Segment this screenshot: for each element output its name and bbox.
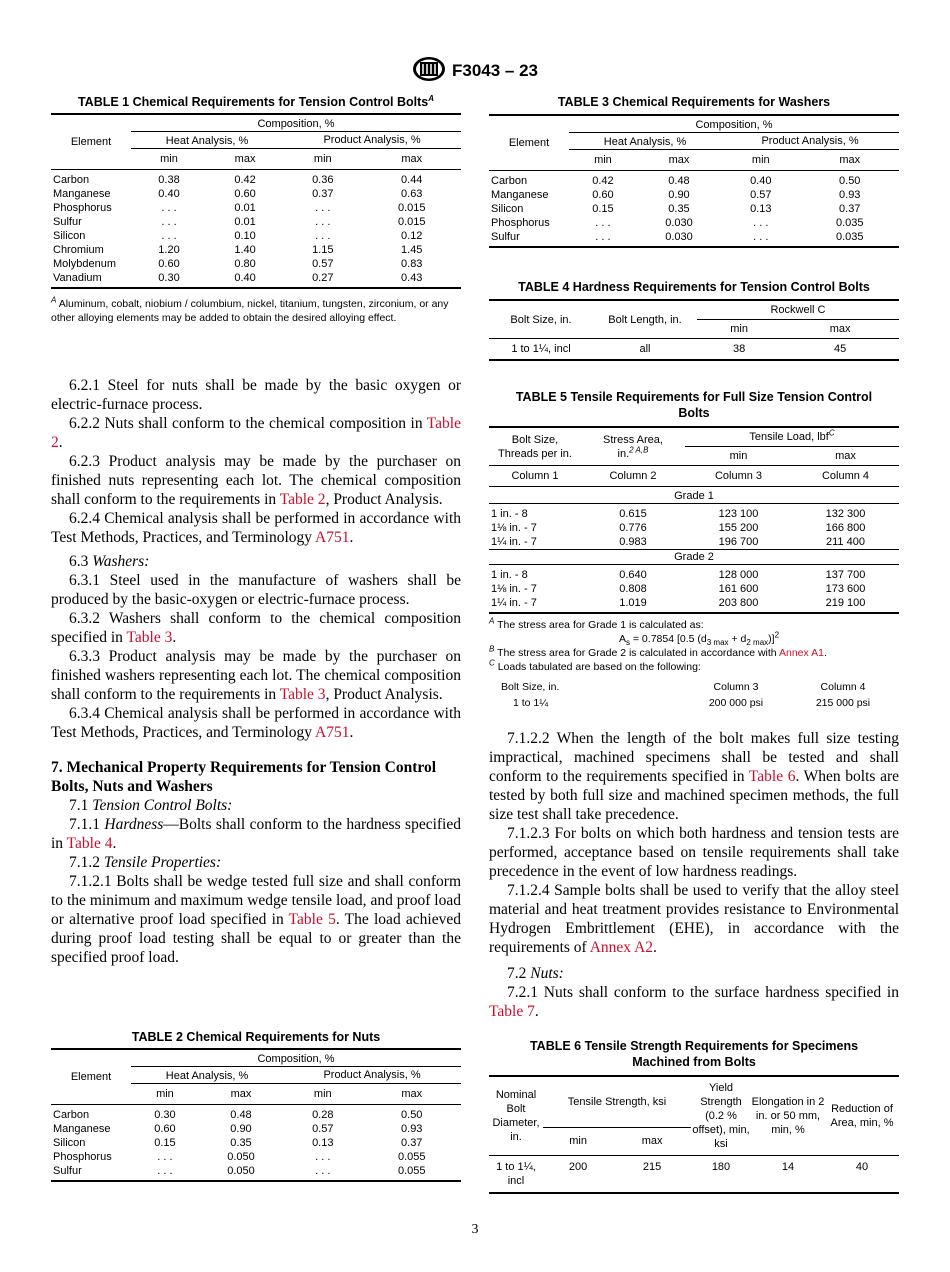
table5-notes [489, 618, 899, 711]
link-table-6[interactable]: Table 6 [748, 768, 796, 785]
table2-max-2: max [401, 1088, 423, 1100]
table-row [51, 1122, 461, 1136]
table-cell: Manganese [53, 1123, 111, 1135]
table-cell: 0.13 [750, 203, 772, 215]
link-table-3[interactable]: Table 3 [279, 686, 326, 703]
load-basis-col3-header: Column 3 [713, 681, 759, 693]
table-cell: 173 600 [825, 583, 866, 595]
table-cell: 0.93 [839, 189, 861, 201]
table5-column-label: Column 3 [714, 470, 763, 482]
link-table-3[interactable]: Table 3 [126, 629, 173, 646]
table6-cell: 14 [781, 1161, 795, 1173]
table5-note-c: $^C$ Loads tabulated are based on the following: [489, 658, 701, 673]
table-row [489, 230, 899, 247]
table-row [51, 215, 461, 229]
load-basis-col4-header: Column 4 [820, 681, 866, 693]
table5-note-b: $^B$ The stress area for Grade 2 is calculated in accordance with Annex A1. [489, 644, 827, 659]
table5-grade1-label: Grade 1 [674, 490, 714, 502]
table-cell: Sulfur [53, 216, 82, 228]
table-row [51, 229, 461, 243]
table1-heat-header: Heat Analysis, % [131, 132, 283, 149]
table-cell: 0.15 [154, 1137, 176, 1149]
table-row [51, 1105, 461, 1123]
table-cell: 161 600 [718, 583, 759, 595]
table-cell: 0.13 [312, 1137, 334, 1149]
link-annex-a2[interactable]: Annex A2 [589, 939, 654, 956]
table-row [489, 202, 899, 216]
table5-min: min [729, 450, 748, 462]
para-6-3-3: 6.3.3 Product analysis may be made by the purchaser on finished washers representing each lot. The chemical composition shall conform to the requirements in Table 3, Product Analysis. [51, 648, 461, 703]
table6-tensile-header: Tensile Strength, ksi [567, 1095, 667, 1108]
table-cell: 0.10 [234, 230, 256, 242]
table4-min: min [730, 323, 748, 335]
table-cell: 0.27 [312, 272, 334, 284]
para-7-1-2: 7.1.2 Tensile Properties: [69, 854, 222, 871]
para-7-2-1: 7.2.1 Nuts shall conform to the surface hardness specified in Table 7. [489, 984, 899, 1020]
table-cell: 0.63 [401, 188, 423, 200]
table-cell: 0.37 [401, 1137, 423, 1149]
table-row [51, 257, 461, 271]
table-cell: 0.035 [835, 231, 864, 243]
table-cell: 0.30 [158, 272, 180, 284]
table-cell: Carbon [53, 1109, 90, 1121]
table-cell: 0.37 [839, 203, 861, 215]
table-cell: 128 000 [718, 569, 759, 581]
table-cell: 0.055 [397, 1165, 426, 1177]
table-cell: 0.44 [401, 174, 423, 186]
table-cell: Manganese [491, 189, 549, 201]
table-cell: 132 300 [825, 508, 866, 520]
table6-cell: 200 [568, 1161, 588, 1173]
table-cell: . . . [161, 202, 177, 214]
table-row [489, 216, 899, 230]
table-cell: 211 400 [826, 536, 865, 548]
table-cell: . . . [161, 230, 177, 242]
table-cell: 219 100 [825, 597, 866, 609]
table4-rockwell-header: Rockwell C [697, 300, 899, 320]
para-7-1-2-1: 7.1.2.1 Bolts shall be wedge tested full size and shall conform to the minimum and maximum wedge tensile load, and proof load or alternative proof load specified in Table 5. The load achieved during proof load testing shall be equal to or greater than the specified proof load. [51, 873, 461, 966]
table-row [51, 187, 461, 201]
table3-element-header: Element [489, 115, 569, 171]
right-body-text [489, 729, 899, 1021]
table6-block [489, 1038, 899, 1194]
table1-footnote: $^A$ Aluminum, cobalt, niobium / columbium, nickel, titanium, tungsten, zirconium, or any other alloying elements may be added to obtain the desired alloying effect. [51, 295, 449, 324]
table-cell: Sulfur [53, 1165, 82, 1177]
load-basis-col3-value: 200 000 psi [708, 697, 764, 709]
table5-grade2-label: Grade 2 [674, 551, 714, 563]
table-cell: 0.43 [401, 272, 423, 284]
table6-cell: 1 to 1¼, incl [496, 1161, 536, 1187]
table5-block [489, 389, 899, 711]
table-cell: 0.42 [592, 175, 614, 187]
document-designation: F3043 – 23 [451, 60, 538, 80]
table2-max-1: max [230, 1088, 252, 1100]
table1-title: TABLE 1 Chemical Requirements for Tension Control Bolts$^A$ [77, 93, 435, 109]
table-cell: 1¼ in. - 7 [491, 597, 537, 609]
table-cell: 0.57 [312, 258, 334, 270]
link-table-2[interactable]: Table 2 [279, 491, 326, 508]
table-cell: 0.01 [234, 202, 256, 214]
table-cell: 0.15 [592, 203, 614, 215]
table3-product-header: Product Analysis, % [721, 133, 899, 150]
table-row [489, 504, 899, 522]
table-row [489, 565, 899, 583]
table-cell: 0.35 [230, 1137, 252, 1149]
page-header [0, 56, 950, 87]
table-cell: . . . [595, 217, 611, 229]
table-row [51, 1136, 461, 1150]
table3-max-2: max [839, 154, 861, 166]
table-cell: 1⅛ in. - 7 [491, 522, 537, 534]
table5-title: TABLE 5 Tensile Requirements for Full Size Tension Control Bolts [515, 390, 873, 420]
table-row [489, 521, 899, 535]
table-cell: 0.808 [619, 583, 647, 595]
table-cell: 196 700 [718, 536, 759, 548]
table5-max: max [835, 450, 856, 462]
table5-area-header: Stress Area, in.$^{2 A,B}$ [581, 427, 685, 466]
table-cell: 1 in. - 8 [491, 508, 528, 520]
table3-heat-header: Heat Analysis, % [569, 133, 721, 150]
table-cell: 166 800 [825, 522, 866, 534]
table-cell: Silicon [53, 1137, 86, 1149]
table6-diameter-header: Nominal Bolt Diameter, in. [489, 1076, 543, 1156]
table-cell: 0.30 [154, 1109, 176, 1121]
table6-min: min [543, 1127, 613, 1155]
table4-cell: 38 [732, 343, 746, 355]
table2 [51, 1048, 461, 1182]
table-row [51, 1150, 461, 1164]
table-cell: 0.035 [835, 217, 864, 229]
table-cell: 0.50 [839, 175, 861, 187]
table4-cell: 1 to 1¼, incl [511, 343, 571, 355]
table-cell: 0.35 [668, 203, 690, 215]
table5-column-label: Column 2 [609, 470, 657, 482]
table5-load-header: Tensile Load, lbf$^C$ [685, 427, 899, 447]
table4-cell: all [639, 343, 651, 355]
page-number: 3 [471, 1222, 479, 1237]
table-cell: 0.37 [312, 188, 334, 200]
table-cell: 0.57 [312, 1123, 334, 1135]
table-cell: 0.48 [668, 175, 690, 187]
table-cell: Silicon [53, 230, 86, 242]
table5-size-header: Bolt Size, Threads per in. [489, 427, 581, 466]
table6-title: TABLE 6 Tensile Strength Requirements for Specimens Machined from Bolts [529, 1039, 859, 1069]
table4-title: TABLE 4 Hardness Requirements for Tension Control Bolts [518, 280, 870, 294]
para-6-3: 6.3 Washers: [69, 553, 150, 570]
table-cell: 0.90 [230, 1123, 252, 1135]
table-cell: 0.015 [397, 216, 426, 228]
table-cell: 137 700 [825, 569, 866, 581]
table-cell: 0.12 [401, 230, 423, 242]
table-cell: . . . [315, 202, 331, 214]
table5-column-label: Column 1 [511, 470, 559, 482]
table-cell: Phosphorus [53, 202, 112, 214]
table5-column-label: Column 4 [821, 470, 870, 482]
table4-block [489, 279, 899, 361]
table-cell: 0.983 [619, 536, 647, 548]
table1-block [51, 94, 461, 325]
table-cell: 0.38 [158, 174, 180, 186]
table-cell: 0.055 [397, 1151, 426, 1163]
table-cell: 0.015 [397, 202, 426, 214]
para-7-1-2-2: 7.1.2.2 When the length of the bolt makes full size testing impractical, machined specimens shall be tested and shall conform to the requirements specified in Table 6. When bolts are tested by both full size and machined specimen methods, the full size test shall take precedence. [489, 730, 899, 823]
table-cell: 123 100 [718, 508, 759, 520]
astm-logo-icon [412, 56, 446, 87]
para-6-3-1: 6.3.1 Steel used in the manufacture of washers shall be produced by the basic-oxygen or electric-furnace process. [51, 572, 461, 608]
table1-min-1: min [160, 153, 178, 165]
table-row [51, 170, 461, 188]
para-7-1: 7.1 Tension Control Bolts: [69, 797, 233, 814]
para-7-2: 7.2 Nuts: [507, 965, 564, 982]
table-cell: . . . [315, 230, 331, 242]
table-cell: . . . [595, 231, 611, 243]
para-6-3-4: 6.3.4 Chemical analysis shall be performed in accordance with Test Methods, Practices, and Terminology A751. [51, 705, 461, 741]
table-row [489, 188, 899, 202]
table-cell: 0.615 [619, 508, 647, 520]
table-cell: 0.40 [158, 188, 180, 200]
table-cell: 0.57 [750, 189, 772, 201]
table-cell: 1 in. - 8 [491, 569, 528, 581]
table6-max: max [613, 1127, 691, 1155]
left-body-text [51, 376, 461, 967]
table-cell: 0.60 [234, 188, 256, 200]
table-cell: Manganese [53, 188, 111, 200]
table-cell: 1.15 [312, 244, 334, 256]
para-6-2-4: 6.2.4 Chemical analysis shall be performed in accordance with Test Methods, Practices, and Terminology A751. [51, 510, 461, 546]
load-basis-col4-value: 215 000 psi [815, 697, 871, 709]
table1-element-header: Element [51, 114, 131, 170]
para-6-2-3: 6.2.3 Product analysis may be made by the purchaser on finished nuts representing each lot. The chemical composition shall conform to the requirements in Table 2, Product Analysis. [51, 453, 461, 508]
table1 [51, 113, 461, 289]
table-cell: 1.45 [401, 244, 423, 256]
table-cell: 0.60 [592, 189, 614, 201]
table4 [489, 299, 899, 361]
table-cell: 0.90 [668, 189, 690, 201]
table-cell: 0.050 [227, 1165, 255, 1177]
para-7-1-2-3: 7.1.2.3 For bolts on which both hardness and tension tests are performed, acceptance based on tensile requirements shall take precedence in the event of low hardness readings. [489, 825, 899, 880]
table-cell: . . . [315, 1165, 331, 1177]
table-cell: 0.40 [234, 272, 256, 284]
table3 [489, 114, 899, 248]
table-cell: Molybdenum [53, 258, 116, 270]
table-cell: 203 800 [718, 597, 759, 609]
table-row [51, 201, 461, 215]
table2-title: TABLE 2 Chemical Requirements for Nuts [131, 1030, 381, 1044]
table2-block [51, 1029, 461, 1182]
table-cell: 1.40 [234, 244, 256, 256]
section-7-heading: 7. Mechanical Property Requirements for Tension Control Bolts, Nuts and Washers [51, 759, 437, 795]
table-cell: . . . [753, 231, 769, 243]
para-6-2-2: 6.2.2 Nuts shall conform to the chemical composition in Table 2. [51, 415, 461, 451]
table-cell: 1.019 [619, 597, 647, 609]
table-cell: 0.030 [665, 231, 693, 243]
table3-min-1: min [594, 154, 612, 166]
table4-cell: 45 [833, 343, 847, 355]
table-row [489, 596, 899, 613]
table-row [51, 271, 461, 288]
table-cell: 0.050 [227, 1151, 255, 1163]
table3-max-1: max [668, 154, 690, 166]
table-cell: Phosphorus [53, 1151, 112, 1163]
table-cell: 0.60 [158, 258, 180, 270]
table5 [489, 426, 899, 614]
table5-note-a: $^A$ The stress area for Grade 1 is calculated as: [489, 616, 704, 631]
table-cell: 0.93 [401, 1123, 423, 1135]
table-row [51, 243, 461, 257]
table5-load-basis [489, 679, 899, 711]
table-cell: Sulfur [491, 231, 520, 243]
table-cell: 1⅛ in. - 7 [491, 583, 537, 595]
table-cell: 155 200 [718, 522, 759, 534]
para-6-2-1: 6.2.1 Steel for nuts shall be made by the basic oxygen or electric-furnace process. [51, 377, 461, 413]
table3-min-2: min [751, 154, 770, 166]
link-table-5[interactable]: Table 5 [288, 911, 336, 928]
table-cell: . . . [157, 1151, 173, 1163]
table6-yield-header: Yield Strength (0.2 % offset), min, ksi [691, 1076, 751, 1156]
table-cell: Carbon [491, 175, 528, 187]
table3-block [489, 94, 899, 248]
table-cell: 0.50 [401, 1109, 423, 1121]
link-table-4[interactable]: Table 4 [66, 835, 113, 852]
link-table-2[interactable]: Table 2 [51, 415, 461, 451]
table2-min-2: min [313, 1088, 332, 1100]
table-cell: 0.28 [312, 1109, 334, 1121]
table-row [51, 1164, 461, 1181]
table-cell: . . . [161, 216, 177, 228]
para-6-3-2: 6.3.2 Washers shall conform to the chemical composition specified in Table 3. [51, 610, 461, 646]
link-annex-a1[interactable]: Annex A1 [778, 647, 824, 659]
table-cell: 1¼ in. - 7 [491, 536, 537, 548]
table3-composition-header: Composition, % [569, 115, 899, 133]
table2-product-header: Product Analysis, % [283, 1067, 461, 1084]
link-a751[interactable]: A751 [315, 724, 350, 741]
table2-composition-header: Composition, % [131, 1049, 461, 1067]
table-cell: 0.83 [401, 258, 423, 270]
table-cell: 0.80 [234, 258, 256, 270]
table-cell: 0.60 [154, 1123, 176, 1135]
table-row [489, 535, 899, 550]
table2-element-header: Element [51, 1049, 131, 1105]
table4-length-header: Bolt Length, in. [593, 300, 697, 339]
table-cell: Carbon [53, 174, 90, 186]
table-cell: 0.030 [665, 217, 693, 229]
link-table-7[interactable]: Table 7 [489, 1003, 535, 1020]
table1-product-header: Product Analysis, % [283, 132, 461, 149]
table2-min-1: min [156, 1088, 174, 1100]
table-cell: 0.40 [750, 175, 772, 187]
table6-reduction-header: Reduction of Area, min, % [825, 1076, 899, 1156]
table-cell: 0.48 [230, 1109, 252, 1121]
table-cell: . . . [315, 1151, 331, 1163]
table1-composition-header: Composition, % [131, 114, 461, 132]
table-cell: 0.42 [234, 174, 256, 186]
table4-size-header: Bolt Size, in. [489, 300, 593, 339]
table6 [489, 1075, 899, 1194]
table-cell: . . . [315, 216, 331, 228]
table-cell: 0.640 [619, 569, 647, 581]
table-cell: Phosphorus [491, 217, 550, 229]
table5-formula: $A_s = 0.7854$ [0.5 $(d_{3 max} + d_{2 max})]^2$ [618, 630, 780, 648]
table-cell: . . . [157, 1165, 173, 1177]
table-cell: 0.776 [619, 522, 647, 534]
table-row [489, 171, 899, 189]
table4-max: max [829, 323, 851, 335]
table-cell: . . . [753, 217, 769, 229]
table-cell: 1.20 [158, 244, 180, 256]
para-7-1-1: 7.1.1 Hardness—Bolts shall conform to the hardness specified in Table 4. [51, 816, 461, 852]
table6-cell: 180 [711, 1161, 731, 1173]
load-basis-size-header: Bolt Size, in. [501, 681, 560, 693]
table1-min-2: min [313, 153, 332, 165]
table1-max-2: max [401, 153, 423, 165]
table-row [489, 582, 899, 596]
table-cell: 0.01 [234, 216, 256, 228]
table6-cell: 215 [642, 1161, 662, 1173]
table-cell: 0.36 [312, 174, 334, 186]
table6-elongation-header: Elongation in 2 in. or 50 mm, min, % [751, 1076, 825, 1156]
table2-heat-header: Heat Analysis, % [131, 1067, 283, 1084]
table-cell: Vanadium [53, 272, 102, 284]
link-a751[interactable]: A751 [315, 529, 350, 546]
table1-max-1: max [234, 153, 256, 165]
table3-title: TABLE 3 Chemical Requirements for Washers [557, 95, 831, 109]
para-7-1-2-4: 7.1.2.4 Sample bolts shall be used to verify that the alloy steel material and heat treatment provides resistance to Environmental Hydrogen Embrittlement (EHE), in accordance with the requirements of Annex A2. [489, 882, 899, 956]
load-basis-size-value: 1 to 1¼ [513, 697, 549, 709]
table6-cell: 40 [855, 1161, 869, 1173]
table-cell: Silicon [491, 203, 524, 215]
table-cell: Chromium [53, 244, 104, 256]
